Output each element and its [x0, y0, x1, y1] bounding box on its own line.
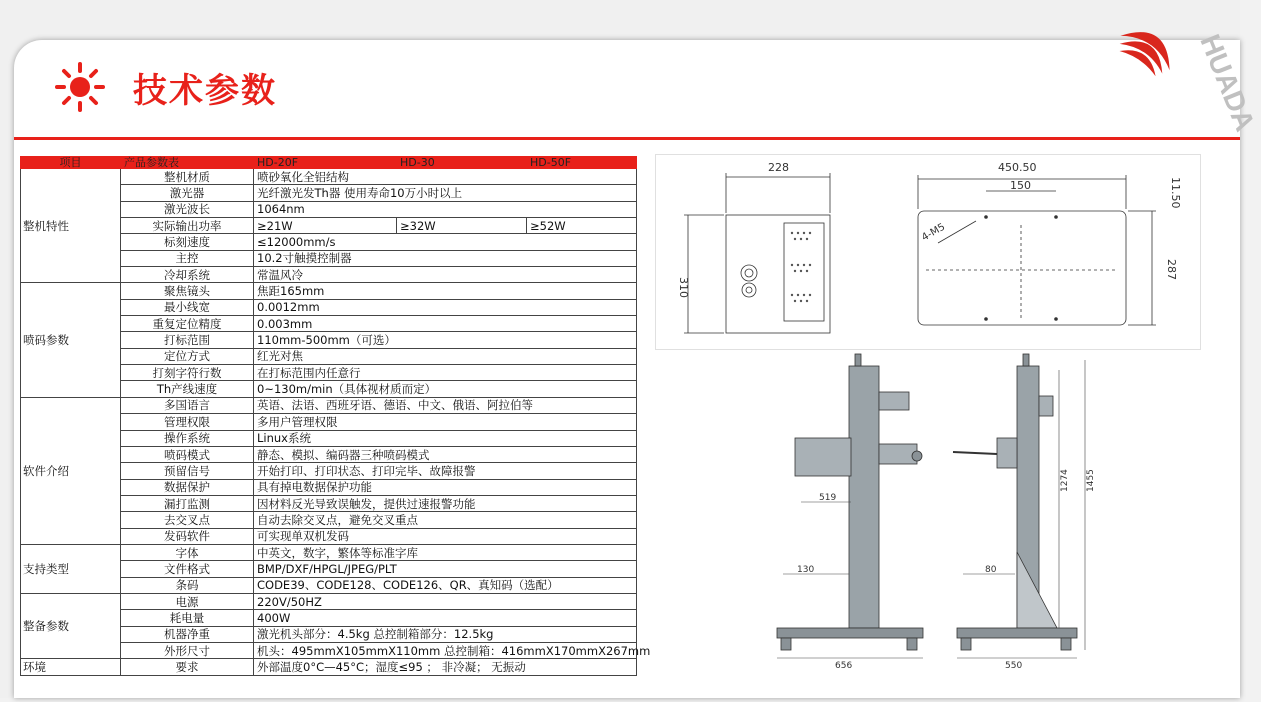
- param-name: 聚焦镜头: [121, 283, 254, 299]
- param-value: 1064nm: [254, 201, 637, 217]
- param-value: ≥52W: [527, 218, 637, 234]
- dim-front-height: 310: [677, 277, 690, 298]
- param-value: 0~130m/min（具体视材质而定）: [254, 381, 637, 397]
- param-value: 自动去除交叉点，避免交叉重点: [254, 512, 637, 528]
- param-value: ≥32W: [397, 218, 527, 234]
- table-header-cell: HD-20F: [254, 157, 397, 169]
- param-name: 打标范围: [121, 332, 254, 348]
- param-value: 0.0012mm: [254, 299, 637, 315]
- dimension-drawing-top: [655, 154, 1201, 350]
- param-value: ≥21W: [254, 218, 397, 234]
- group-label: 支持类型: [21, 544, 121, 593]
- param-name: 预留信号: [121, 463, 254, 479]
- param-name: 要求: [121, 659, 254, 675]
- param-name: 重复定位精度: [121, 316, 254, 332]
- param-value: CODE39、CODE128、CODE126、QR、真知码（选配）: [254, 577, 637, 593]
- sun-icon: [55, 62, 105, 112]
- dim-hole-label: 4-M5: [920, 221, 948, 244]
- param-name: 文件格式: [121, 561, 254, 577]
- param-value: 英语、法语、西班牙语、德语、中文、俄语、阿拉伯等: [254, 397, 637, 413]
- group-label: 整机特性: [21, 169, 121, 283]
- table-row: [21, 397, 637, 413]
- param-name: 电源: [121, 593, 254, 609]
- param-value: 220V/50HZ: [254, 593, 637, 609]
- param-value: 常温风冷: [254, 267, 637, 283]
- param-name: 机器净重: [121, 626, 254, 642]
- param-value: 光纤激光发Th器 使用寿命10万小时以上: [254, 185, 637, 201]
- title-underline: [14, 137, 1240, 140]
- param-name: 标刻速度: [121, 234, 254, 250]
- param-value: 机头：495mmX105mmX110mm 总控制箱：416mmX170mmX267mm: [254, 642, 637, 658]
- param-name: 管理权限: [121, 414, 254, 430]
- table-row: [21, 169, 637, 185]
- param-name: 整机材质: [121, 169, 254, 185]
- param-name: 数据保护: [121, 479, 254, 495]
- table-row: [21, 659, 637, 675]
- logo-text-block: [1163, 20, 1261, 140]
- dim-stand-col-left: 130: [797, 565, 815, 575]
- param-name: 实际输出功率: [121, 218, 254, 234]
- param-value: ≤12000mm/s: [254, 234, 637, 250]
- page-title: 技术参数: [133, 70, 277, 111]
- dim-top-side: 11.50: [1169, 177, 1182, 209]
- param-value: 400W: [254, 610, 637, 626]
- param-value: Linux系统: [254, 430, 637, 446]
- dim-stand-arm: 519: [819, 493, 837, 503]
- dim-stand-base-right: 550: [1005, 661, 1023, 671]
- param-value: 激光机头部分：4.5kg 总控制箱部分：12.5kg: [254, 626, 637, 642]
- dim-stand-height-total: 1455: [1086, 469, 1096, 492]
- table-header-cell: HD-50F: [527, 157, 637, 169]
- param-name: 打刻字符行数: [121, 365, 254, 381]
- param-name: 字体: [121, 544, 254, 560]
- param-value: 多用户管理权限: [254, 414, 637, 430]
- param-name: 喷码模式: [121, 446, 254, 462]
- param-name: 条码: [121, 577, 254, 593]
- param-name: 耗电量: [121, 610, 254, 626]
- dim-stand-base-left: 656: [835, 661, 853, 671]
- param-name: 漏打监测: [121, 495, 254, 511]
- param-name: 操作系统: [121, 430, 254, 446]
- param-value: 焦距165mm: [254, 283, 637, 299]
- spec-table: [20, 156, 651, 676]
- table-header-cell: HD-30: [397, 157, 527, 169]
- param-value: 静态、模拟、编码器三种喷码模式: [254, 446, 637, 462]
- table-header-cell: 项目: [21, 157, 121, 169]
- dim-top-inner: 150: [1010, 179, 1031, 192]
- param-value: 外部温度0°C—45°C；湿度≤95 ； 非冷凝； 无振动: [254, 659, 637, 675]
- table-row: [21, 593, 637, 609]
- stand-drawing: [767, 352, 1101, 698]
- dim-stand-height-inner: 1274: [1060, 469, 1070, 492]
- dim-stand-col-right: 80: [985, 565, 997, 575]
- group-label: 软件介绍: [21, 397, 121, 544]
- param-value: 0.003mm: [254, 316, 637, 332]
- table-row: [21, 544, 637, 560]
- param-value: 110mm-500mm（可选）: [254, 332, 637, 348]
- dim-top-width: 450.50: [998, 161, 1037, 174]
- param-value: 10.2寸触摸控制器: [254, 250, 637, 266]
- table-header-row: [21, 157, 637, 169]
- dim-front-width: 228: [768, 161, 789, 174]
- param-value: 中英文，数字，繁体等标准字库: [254, 544, 637, 560]
- param-name: 冷却系统: [121, 267, 254, 283]
- param-value: 红光对焦: [254, 348, 637, 364]
- group-label: 喷码参数: [21, 283, 121, 397]
- title-area: [55, 62, 277, 112]
- param-name: 最小线宽: [121, 299, 254, 315]
- param-name: 激光器: [121, 185, 254, 201]
- logo-text: HUADA: [1194, 30, 1261, 136]
- param-name: 去交叉点: [121, 512, 254, 528]
- param-value: 在打标范围内任意行: [254, 365, 637, 381]
- param-name: 外形尺寸: [121, 642, 254, 658]
- table-header-cell: 产品参数表: [121, 157, 254, 169]
- dim-top-depth: 287: [1165, 259, 1178, 280]
- table-row: [21, 283, 637, 299]
- param-value: 可实现单双机发码: [254, 528, 637, 544]
- param-name: Th产线速度: [121, 381, 254, 397]
- param-value: 开始打印、打印状态、打印完毕、故障报警: [254, 463, 637, 479]
- param-name: 主控: [121, 250, 254, 266]
- param-name: 发码软件: [121, 528, 254, 544]
- param-value: 因材料反光导致误触发，提供过速报警功能: [254, 495, 637, 511]
- param-value: 喷砂氧化全铝结构: [254, 169, 637, 185]
- param-value: BMP/DXF/HPGL/JPEG/PLT: [254, 561, 637, 577]
- param-value: 具有掉电数据保护功能: [254, 479, 637, 495]
- group-label: 整备参数: [21, 593, 121, 658]
- param-name: 定位方式: [121, 348, 254, 364]
- group-label: 环境: [21, 659, 121, 675]
- param-name: 激光波长: [121, 201, 254, 217]
- param-name: 多国语言: [121, 397, 254, 413]
